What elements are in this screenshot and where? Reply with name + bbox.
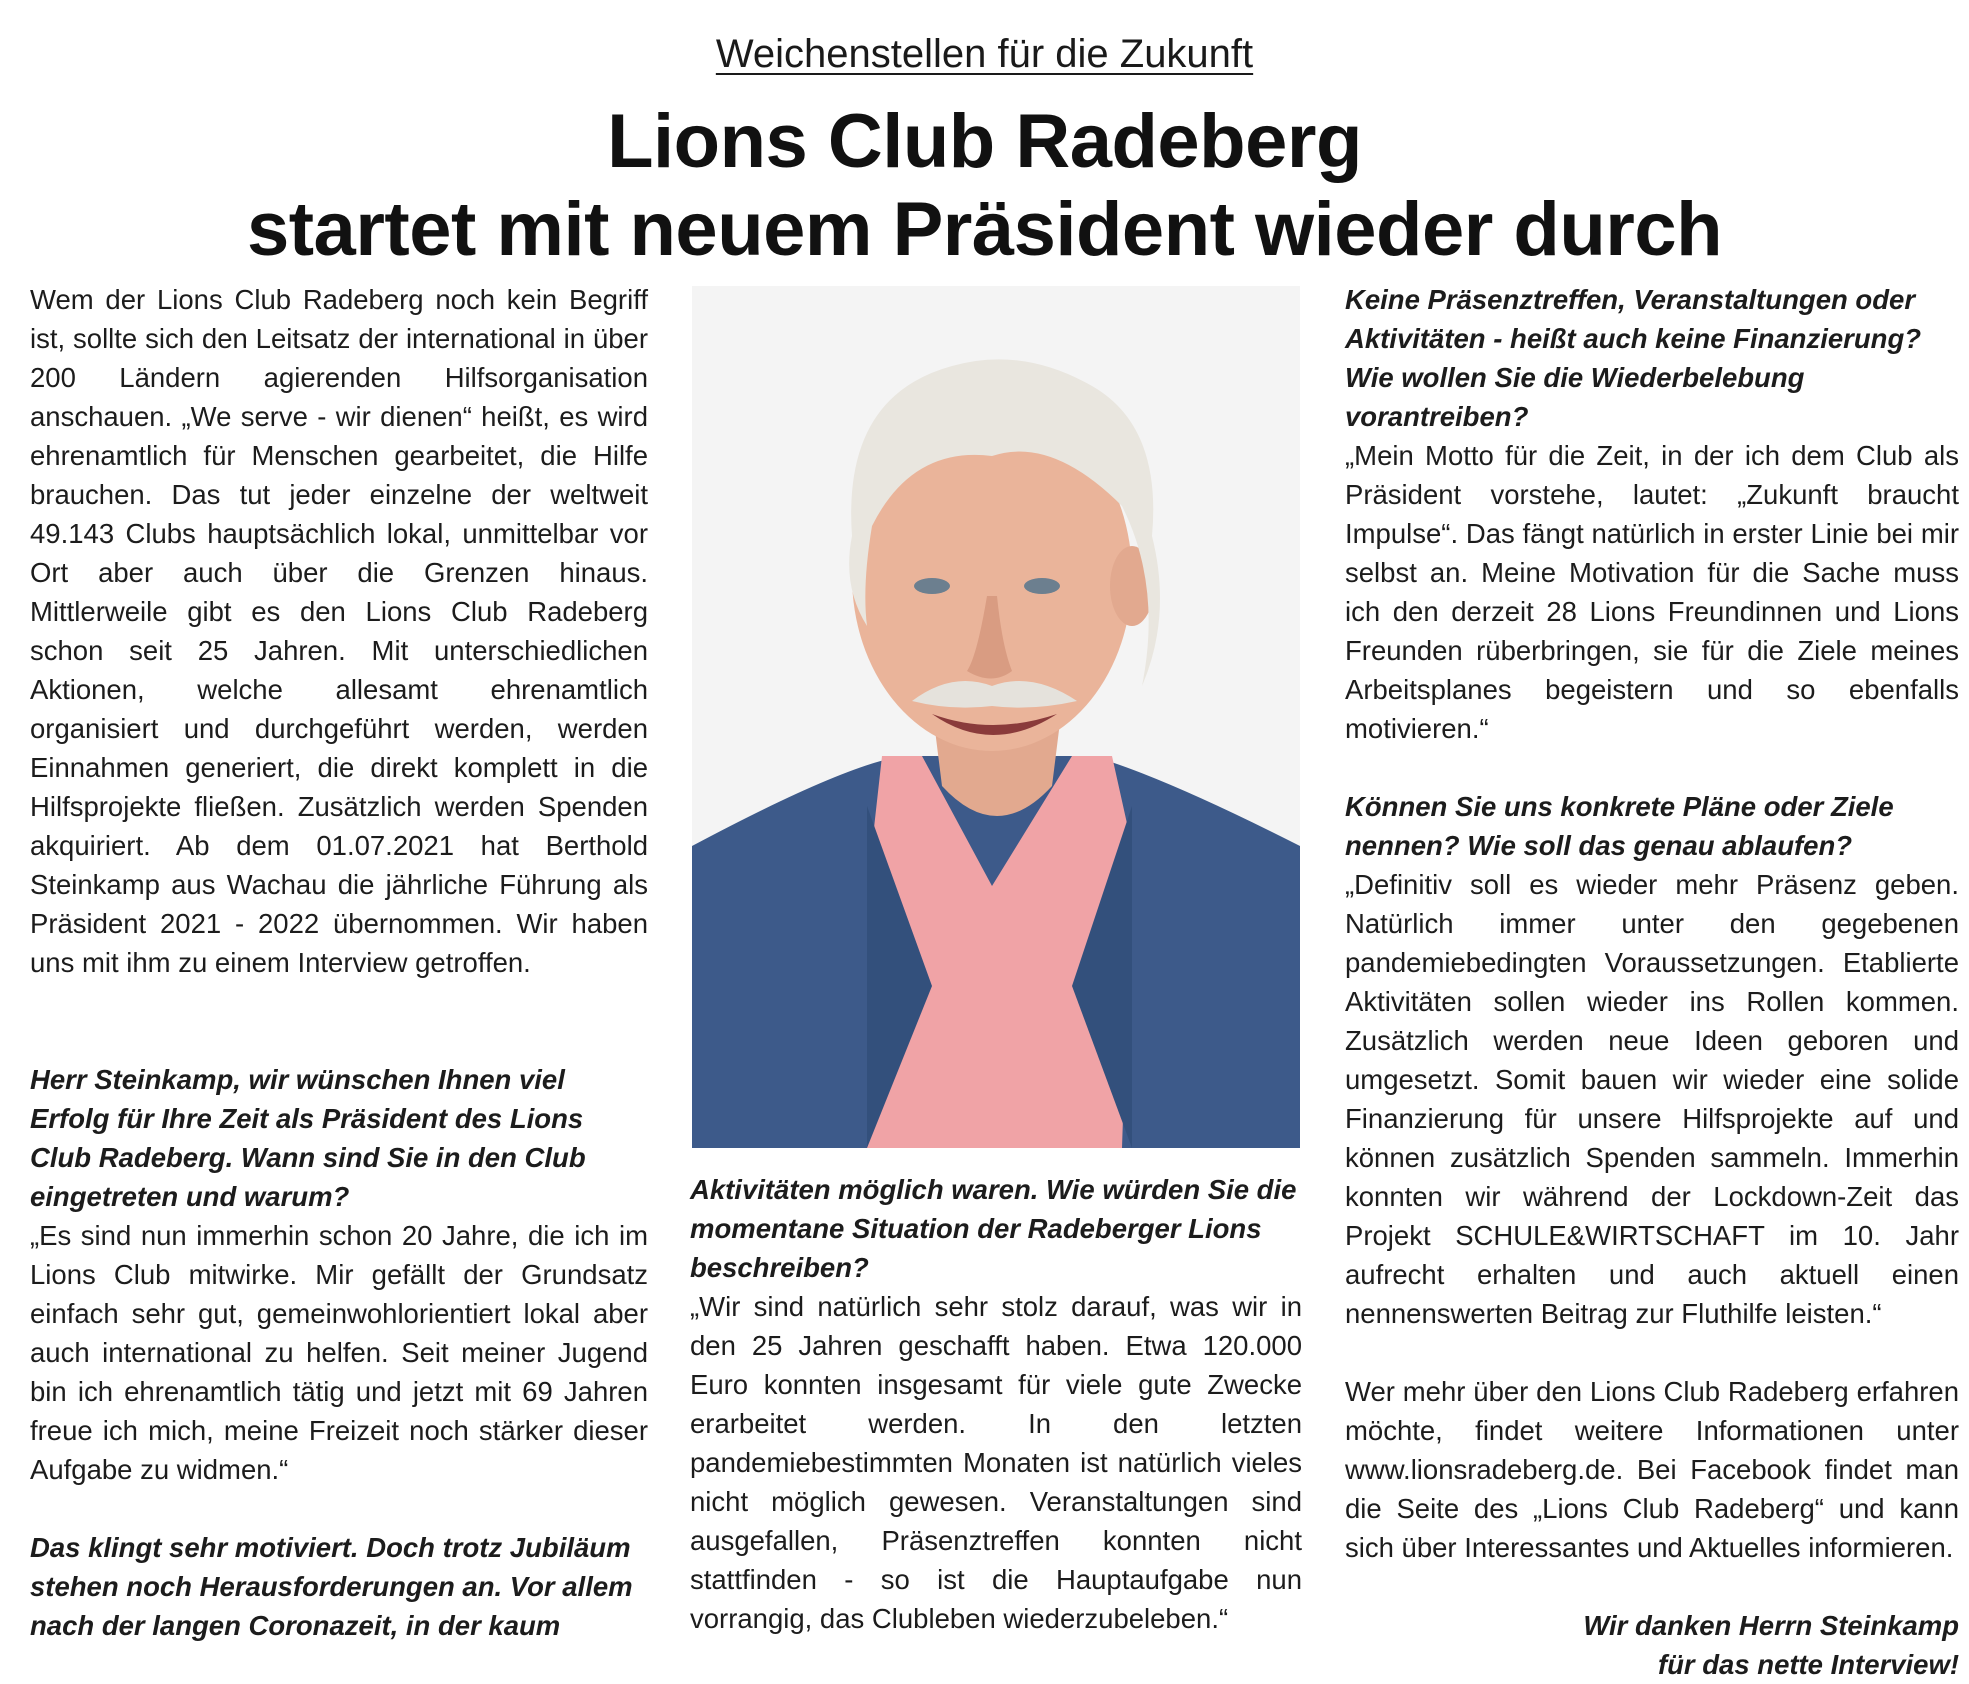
- column-right: [1345, 280, 1959, 1684]
- headline-line-2: startet mit neuem Präsident wieder durch: [246, 187, 1723, 272]
- portrait-photo: [692, 286, 1300, 1148]
- answer-1: „Es sind nun immerhin schon 20 Jahre, die ich im Lions Club mitwirke. Mir gefällt der Grundsatz einfach sehr gut, gemeinwohlorientiert lokal aber auch international zu helfen. Seit meiner Jugend bin ich ehrenamtlich tätig und jetzt mit 69 Jahren freue ich mich, meine Freizeit noch stärker dieser Aufgabe zu widmen.“: [30, 1220, 648, 1485]
- answer-3: „Mein Motto für die Zeit, in der ich dem Club als Präsident vorstehe, lautet: „Zukunft braucht Impulse“. Das fängt natürlich in erster Linie bei mir selbst an. Meine Motivation für die Sache muss ich den derzeit 28 Lions Freundinnen und Lions Freunden rüberbringen, sie für die Ziele meines Arbeitsplanes begeistern und so ebenfalls motivieren.“: [1345, 440, 1959, 744]
- intro-paragraph: Wem der Lions Club Radeberg noch kein Begriff ist, sollte sich den Leitsatz der international in über 200 Ländern agierenden Hilfsorganisation anschauen. „We serve - wir dienen“ heißt, es wird ehrenamtlich für Menschen gearbeitet, die Hilfe brauchen. Das tut jeder einzelne der weltweit 49.143 Clubs hauptsächlich lokal, unmittelbar vor Ort aber auch über die Grenzen hinaus. Mittlerweile gibt es den Lions Club Radeberg schon seit 25 Jahren. Mit unterschiedlichen Aktionen, welche allesamt ehrenamtlich organisiert und durchgeführt werden, werden Einnahmen generiert, die direkt komplett in die Hilfsprojekte fließen. Zusätzlich werden Spenden akquiriert. Ab dem 01.07.2021 hat Berthold Steinkamp aus Wachau die jährliche Führung als Präsident 2021 - 2022 übernommen. Wir haben uns mit ihm zu einem Interview getroffen.: [30, 284, 648, 978]
- question-3: Keine Präsenztreffen, Veranstaltungen oder Aktivitäten - heißt auch keine Finanzierung? Wie wollen Sie die Wiederbelebung vorantreiben?: [1345, 284, 1922, 432]
- answer-2: „Wir sind natürlich sehr stolz darauf, was wir in den 25 Jahren geschafft haben. Etwa 120.000 Euro konnten insgesamt für viele gute Zwecke erarbeitet werden. In den letzten pandemiebestimmten Monaten ist natürlich vieles nicht möglich gewesen. Veranstaltungen sind ausgefallen, Präsenztreffen konnten nicht stattfinden - so ist die Hauptaufgabe nun vorrangig, das Clubleben wiederzubeleben.“: [690, 1291, 1302, 1634]
- question-2-end: Aktivitäten möglich waren. Wie würden Sie die momentane Situation der Radeberger Lions beschreiben?: [690, 1174, 1297, 1283]
- article-kicker: Weichenstellen für die Zukunft: [715, 32, 1254, 76]
- question-4: Können Sie uns konkrete Pläne oder Ziele nennen? Wie soll das genau ablaufen?: [1345, 791, 1894, 861]
- thanks-line-1: Wir danken Herrn Steinkamp: [1583, 1610, 1959, 1641]
- thanks-line-2: für das nette Interview!: [1657, 1649, 1959, 1680]
- answer-4: „Definitiv soll es wieder mehr Präsenz geben. Natürlich immer unter den gegebenen pandemiebedingten Voraussetzungen. Etablierte Aktivitäten sollen wieder ins Rollen kommen. Zusätzlich werden neue Ideen geboren und umgesetzt. Somit bauen wir wieder eine solide Finanzierung für unsere Hilfsprojekte auf und können zusätzlich Spenden sammeln. Immerhin konnten wir während der Lockdown-Zeit das Projekt SCHULE&WIRTSCHAFT im 10. Jahr aufrecht erhalten und auch aktuell einen nennenswerten Beitrag zur Fluthilfe leisten.“: [1345, 869, 1959, 1329]
- question-1: Herr Steinkamp, wir wünschen Ihnen viel Erfolg für Ihre Zeit als Präsident des Lions Club Radeberg. Wann sind Sie in den Club eingetreten und warum?: [30, 1064, 586, 1212]
- article-headline: [0, 98, 1969, 274]
- outro-paragraph: Wer mehr über den Lions Club Radeberg erfahren möchte, findet weitere Informationen unter www.lionsradeberg.de. Bei Facebook findet man die Seite des „Lions Club Radeberg“ und kann sich über Interessantes und Aktuelles informieren.: [1345, 1376, 1959, 1563]
- column-middle: [690, 1170, 1302, 1638]
- column-left: [30, 280, 648, 1645]
- headline-line-1: Lions Club Radeberg: [607, 99, 1362, 184]
- question-2-start: Das klingt sehr motiviert. Doch trotz Jubiläum stehen noch Herausforderungen an. Vor allem nach der langen Coronazeit, in der kaum: [30, 1532, 633, 1641]
